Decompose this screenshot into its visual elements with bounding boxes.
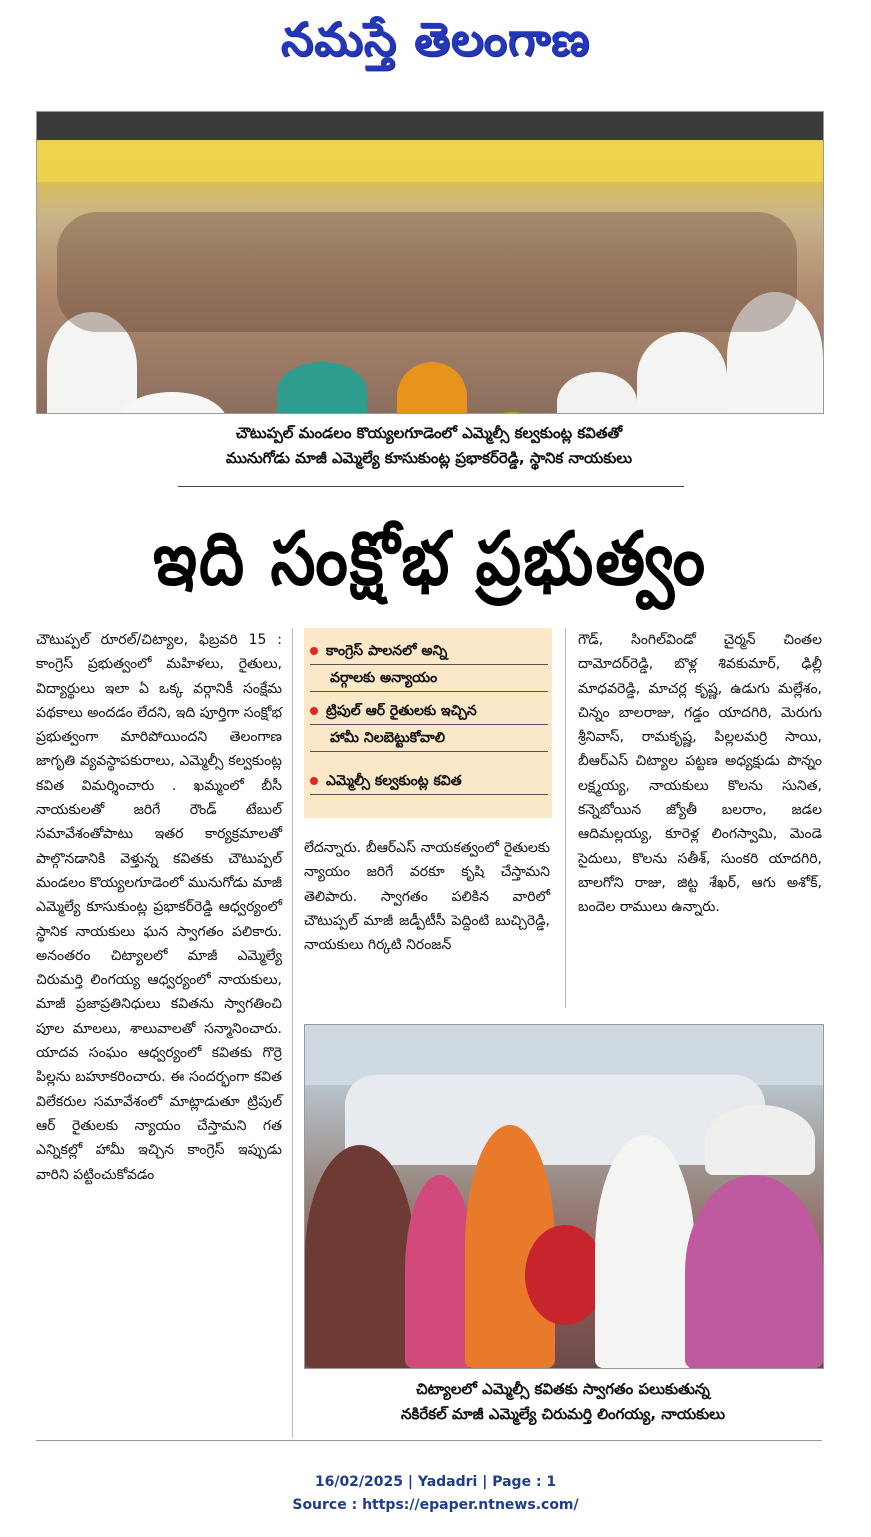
article-column-1	[36, 628, 282, 1187]
bottom-caption-line-2: నకిరేకల్ మాజీ ఎమ్మెల్యే చిరుమర్తి లింగయ్య, నాయకులు	[400, 1405, 726, 1423]
bottom-photo	[304, 1024, 824, 1369]
newspaper-logo: నమస్తే తెలంగాణ	[280, 12, 591, 66]
footer-date-edition: 16/02/2025 | Yadadri | Page : 1	[314, 1474, 557, 1490]
bottom-caption-line-1: చిట్యాలలో ఎమ్మెల్సీ కవితకు స్వాగతం పలుకుతున్న	[416, 1380, 710, 1398]
column-divider	[565, 628, 566, 1008]
article-text-2: లేదన్నారు. బీఆర్‌ఎస్ నాయకత్వంలో రైతులకు న్యాయం జరిగే వరకూ కృషి చేస్తామని తెలిపారు. స్వాగతం పలికిన వారిలో చౌటుప్పల్ మాజీ జడ్పీటీసీ పెద్దింటి బుచ్చిరెడ్డి, నాయకులు గిర్కటి నిరంజన్	[304, 840, 550, 954]
column-divider	[292, 628, 293, 1438]
highlight-item-3: ఎమ్మెల్సీ కల్వకుంట్ల కవిత	[310, 768, 548, 795]
page-bottom-rule	[36, 1440, 822, 1441]
article-column-3	[578, 628, 822, 920]
article-column-2	[304, 836, 550, 957]
highlight-item-2: ట్రిపుల్ ఆర్ రైతులకు ఇచ్చిన హామీ నిలబెట్టుకోవాలి	[310, 698, 548, 752]
top-photo-caption	[36, 421, 822, 471]
highlights-box	[304, 628, 552, 818]
bottom-photo-caption	[304, 1377, 822, 1427]
article-text-1: చౌటుప్పల్ రూరల్/చిట్యాల, ఫిబ్రవరి 15 : కాంగ్రెస్ ప్రభుత్వంలో మహిళలు, రైతులు, విద్యార్థులు ఇలా ఏ ఒక్క వర్గానికీ సంక్షేమ పథకాలు అందడం లేదని, ఇది పూర్తిగా సంక్షోభ ప్రభుత్వంగా మారిపోయిందని తెలంగాణ జాగృతి వ్యవస్థాపకురాలు, ఎమ్మెల్సీ కల్వకుంట్ల కవిత విమర్శించారు . ఖమ్మంలో బీసీ నాయకులతో జరిగే రౌండ్ టేబుల్ సమావేశంతోపాటు ఇతర కార్యక్రమాలతో పాల్గొనడానికి వెళ్తున్న కవితకు చౌటుప్పల్ మండలం కొయ్యలగూడెంలో మునుగోడు మాజీ ఎమ్మెల్యే కూసుకుంట్ల ప్రభాకర్‌రెడ్డి ఆధ్వర్యంలో స్థానిక నాయకులు ఘన స్వాగతం పలికారు. అనంతరం చిట్యాలలో మాజీ ఎమ్మెల్యే చిరుమర్తి లింగయ్య ఆధ్వర్యంలో నాయకులు, మాజీ ప్రజాప్రతినిధులు కవితను స్వాగతించి పూల మాలలు, శాలువాలతో సన్మానించారు. యాదవ సంఘం ఆధ్వర్యంలో కవితకు గొర్రె పిల్లను బహూకరించారు. ఈ సందర్భంగా కవిత విలేకరుల సమావేశంలో మాట్లాడుతూ ట్రిపుల్ ఆర్ రైతులకు న్యాయం చేస్తామని గత ఎన్నికల్లో హామీ ఇచ్చిన కాంగ్రెస్ ఇప్పుడు వారిని పట్టించుకోవడం	[36, 632, 282, 1183]
bullet-icon	[310, 647, 318, 655]
article-text-3: గౌడ్, సింగిల్‌విండో చైర్మన్ చింతల దామోదర్‌రెడ్డి, బొళ్ల శివకుమార్, ఢిల్లీ మాధవరెడ్డి, మాచర్ల కృష్ణ, ఉడుగు మల్లేశం, చిన్నం బాలరాజు, గడ్డం యాదగిరి, మెరుగు శ్రీనివాస్, రామకృష్ణ, పిల్లలమర్రి సాయి, బీఆర్‌ఎస్ చిట్యాల పట్టణ అధ్యక్షుడు పొన్నం లక్ష్మయ్య, నాయకులు కొలను సునిత, కన్నెబోయిన జ్యోతీ బలరాం, జడల ఆదిమల్లయ్య, కూరెళ్ల లింగస్వామి, మెండె సైదులు, కొలను సతీశ్, సుంకరి యాదగిరి, బాలగోని రాజు, జిట్ట శేఖర్, ఆగు అశోక్, బందెల రాములు ఉన్నారు.	[578, 632, 822, 916]
caption-divider	[178, 486, 684, 487]
highlight-item-1: కాంగ్రెస్ పాలనలో అన్ని వర్గాలకు అన్యాయం	[310, 638, 548, 692]
top-caption-line-2: మునుగోడు మాజీ ఎమ్మెల్యే కూసుకుంట్ల ప్రభాకర్‌రెడ్డి, స్థానిక నాయకులు	[225, 449, 633, 467]
top-photo	[36, 111, 824, 414]
bullet-icon	[310, 777, 318, 785]
headline: ఇది సంక్షోభ ప్రభుత్వం	[152, 517, 708, 603]
top-caption-line-1: చౌటుప్పల్ మండలం కొయ్యలగూడెంలో ఎమ్మెల్సీ కల్వకుంట్ల కవితతో	[235, 424, 623, 442]
masthead	[0, 6, 871, 72]
bullet-icon	[310, 707, 318, 715]
footer-source: Source : https://epaper.ntnews.com/	[292, 1497, 579, 1513]
